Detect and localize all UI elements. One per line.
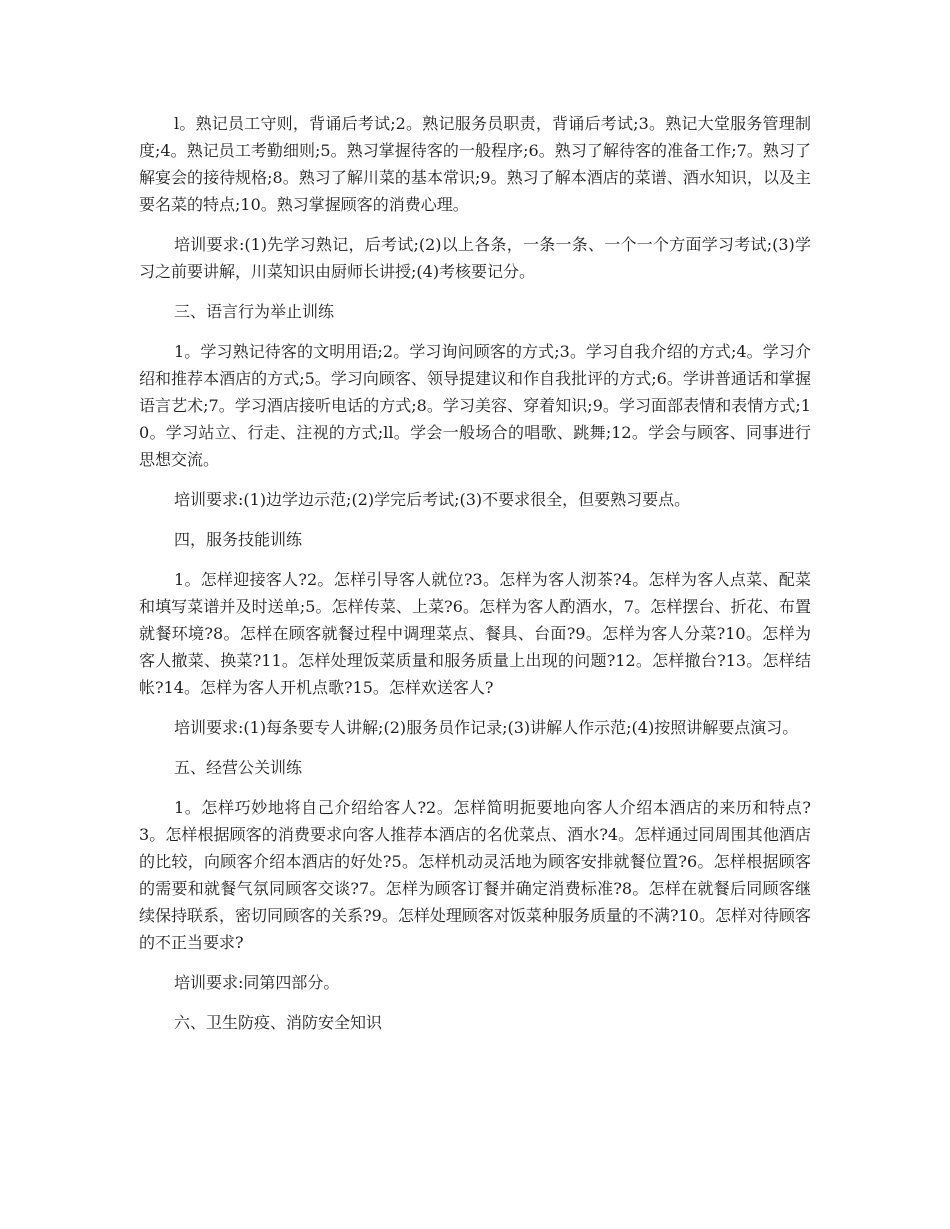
section-heading-6: 六、卫生防疫、消防安全知识 bbox=[174, 1013, 383, 1032]
paragraph-knowledge-items: l。熟记员工守则，背诵后考试;2。熟记服务员职责，背诵后考试;3。熟记大堂服务管理制度;4。熟记员工考勤细则;5。熟习掌握待客的一般程序;6。熟习了解待客的准备工作;7。熟习了解宴会的接待规格;8。熟习了解川菜的基本常识;9。熟习了解本酒店的菜谱、酒水知识，以及主要名菜的特点;10。熟习掌握顾客的消费心理。 bbox=[139, 114, 811, 214]
paragraph-language-items: 1。学习熟记待客的文明用语;2。学习询问顾客的方式;3。学习自我介绍的方式;4。学习介绍和推荐本酒店的方式;5。学习向顾客、领导提建议和作自我批评的方式;6。学讲普通话和掌握语言艺术;7。学习酒店接听电话的方式;8。学习美容、穿着知识;9。学习面部表情和表情方式;10。学习站立、行走、注视的方式;ll。学会一般场合的唱歌、跳舞;12。学会与顾客、同事进行思想交流。 bbox=[139, 342, 811, 469]
section-heading-5: 五、经营公关训练 bbox=[174, 758, 303, 777]
paragraph-public-relations-items: 1。怎样巧妙地将自己介绍给客人?2。怎样简明扼要地向客人介绍本酒店的来历和特点?3。怎样根据顾客的消费要求向客人推荐本酒店的名优菜点、酒水?4。怎样通过同周围其他酒店的比较，向顾客介绍本酒店的好处?5。怎样机动灵活地为顾客安排就餐位置?6。怎样根据顾客的需要和就餐气氛同顾客交谈?7。怎样为顾客订餐并确定消费标准?8。怎样在就餐后同顾客继续保持联系，密切同顾客的关系?9。怎样处理顾客对饭菜种服务质量的不满?10。怎样对待顾客的不正当要求? bbox=[139, 798, 811, 952]
paragraph-training-requirements-1: 培训要求:(1)先学习熟记，后考试;(2)以上各条，一条一条、一个一个方面学习考试;(3)学习之前要讲解，川菜知识由厨师长讲授;(4)考核要记分。 bbox=[139, 235, 811, 281]
paragraph-training-requirements-3: 培训要求:(1)每条要专人讲解;(2)服务员作记录;(3)讲解人作示范;(4)按照讲解要点演习。 bbox=[174, 718, 799, 737]
section-heading-3: 三、语言行为举止训练 bbox=[174, 302, 335, 321]
section-heading-4: 四，服务技能训练 bbox=[174, 530, 303, 549]
paragraph-service-skill-items: 1。怎样迎接客人?2。怎样引导客人就位?3。怎样为客人沏茶?4。怎样为客人点菜、配菜和填写菜谱并及时送单;5。怎样传菜、上菜?6。怎样为客人酌酒水，7。怎样摆台、折花、布置就餐环境?8。怎样在顾客就餐过程中调理菜点、餐具、台面?9。怎样为客人分菜?10。怎样为客人撤菜、换菜?11。怎样处理饭菜质量和服务质量上出现的问题?12。怎样撤台?13。怎样结帐?14。怎样为客人开机点歌?15。怎样欢送客人? bbox=[139, 570, 811, 697]
paragraph-training-requirements-2: 培训要求:(1)边学边示范;(2)学完后考试;(3)不要求很全，但要熟习要点。 bbox=[174, 490, 691, 509]
paragraph-training-requirements-4: 培训要求:同第四部分。 bbox=[174, 973, 340, 992]
document-body bbox=[139, 110, 811, 1049]
